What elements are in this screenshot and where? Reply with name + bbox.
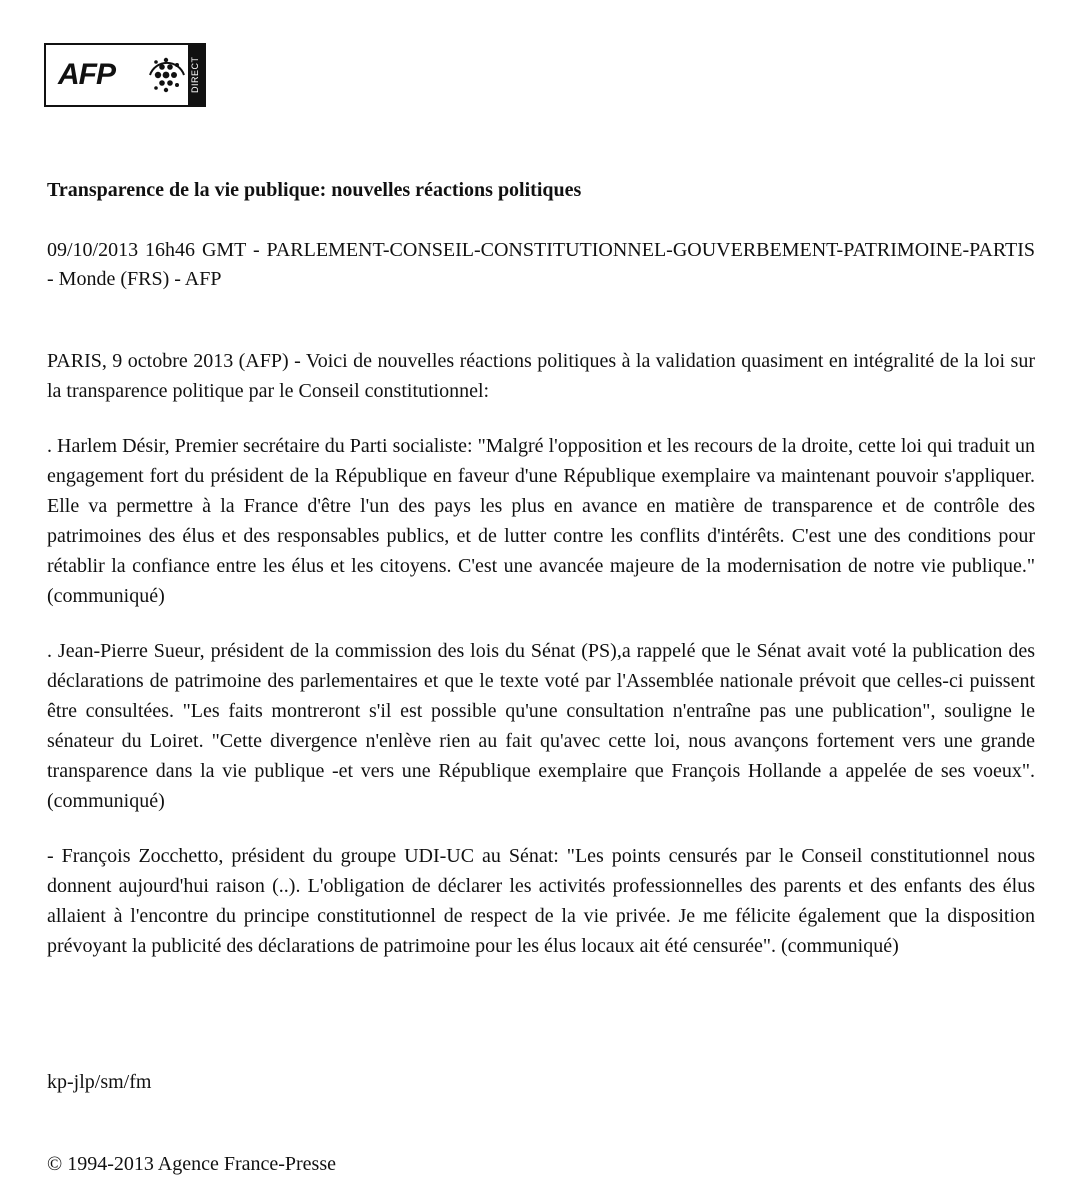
author-signature: kp-jlp/sm/fm (47, 1071, 152, 1093)
afp-logo (44, 43, 206, 107)
article-headline: Transparence de la vie publique: nouvelles réactions politiques (47, 179, 582, 201)
paragraph-zocchetto: - François Zocchetto, président du groupe UDI-UC au Sénat: "Les points censurés par le Conseil constitutionnel nous donnent aujourd'hui raison (..). L'obligation de déclarer les activités professionnelles des parents et des enfants des élus allaient à l'encontre du principe constitutionnel de respect de la vie privée. Je me félicite également que la disposition prévoyant la publicité des déclarations de patrimoine pour les élus locaux ait été censurée". (communiqué) (47, 845, 1035, 957)
logo-direct-label: DIRECT (190, 56, 200, 93)
article-dateline: 09/10/2013 16h46 GMT - PARLEMENT-CONSEIL-CONSTITUTIONNEL-GOUVERBEMENT-PATRIMOINE-PARTIS - Monde (FRS) - AFP (47, 239, 1035, 290)
copyright-notice: © 1994-2013 Agence France-Presse (47, 1153, 337, 1175)
article-body (47, 346, 1035, 986)
afp-wordmark: AFP (58, 58, 115, 91)
paragraph-sueur: . Jean-Pierre Sueur, président de la commission des lois du Sénat (PS),a rappelé que le Sénat avait voté la publication des déclarations de patrimoine des parlementaires et que le texte voté par l'Assemblée nationale prévoit que celles-ci puissent être consultées. "Les faits montreront s'il est possible qu'une consultation n'entraîne pas une publication", souligne le sénateur du Loiret. "Cette divergence n'enlève rien au fait qu'avec cette loi, nous avançons fortement vers une grande transparence dans la vie publique -et vers une République exemplaire que François Hollande a appelée de ses voeux". (communiqué) (47, 640, 1035, 812)
paragraph-lead: PARIS, 9 octobre 2013 (AFP) - Voici de nouvelles réactions politiques à la validation quasiment en intégralité de la loi sur la transparence politique par le Conseil constitutionnel: (47, 350, 1035, 402)
logo-direct-tag (188, 45, 204, 105)
paragraph-desir: . Harlem Désir, Premier secrétaire du Parti socialiste: "Malgré l'opposition et les recours de la droite, cette loi qui traduit un engagement fort du président de la République en faveur d'une République exemplaire va maintenant pouvoir s'appliquer. Elle va permettre à la France d'être l'un des pays les plus en avance en matière de transparence et de contrôle des patrimoines des élus et des responsables publics, et de lutter contre les conflits d'intérêts. C'est une des conditions pour rétablir la confiance entre les élus et les citoyens. C'est une avancée majeure de la modernisation de notre vie publique." (communiqué) (47, 435, 1035, 607)
